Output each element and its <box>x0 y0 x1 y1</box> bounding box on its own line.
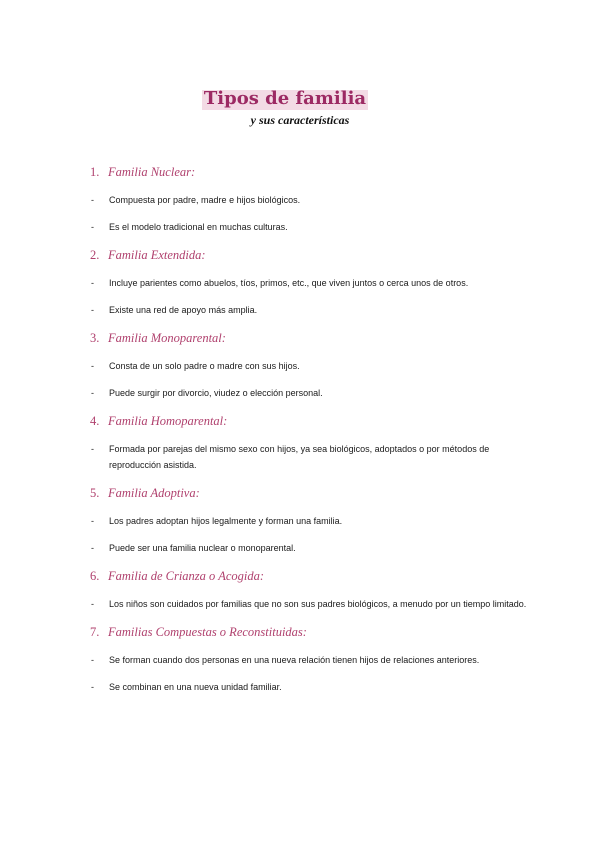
list-item-text: Existe una red de apoyo más amplia. <box>109 305 258 315</box>
section-number: 4. <box>90 414 100 428</box>
list-item <box>90 302 530 318</box>
section <box>90 623 530 695</box>
section-number: 5. <box>90 486 100 500</box>
list-item-text: Puede surgir por divorcio, viudez o elección personal. <box>109 388 323 398</box>
list-item <box>90 385 530 401</box>
section <box>90 412 530 473</box>
dash-bullet-icon: - <box>91 195 94 205</box>
section-number: 3. <box>90 331 100 345</box>
list-item <box>90 540 530 556</box>
list-item-text: Incluye parientes como abuelos, tíos, primos, etc., que viven juntos o cerca unos de otros. <box>109 278 469 288</box>
list-item <box>90 679 530 695</box>
list-item <box>90 513 530 529</box>
section-heading-text: Familia de Crianza o Acogida: <box>108 569 265 583</box>
section-heading <box>90 567 530 585</box>
dash-bullet-icon: - <box>91 655 94 665</box>
section <box>90 567 530 612</box>
dash-bullet-icon: - <box>91 222 94 232</box>
list-item <box>90 219 530 235</box>
list-item <box>90 652 530 668</box>
section <box>90 329 530 401</box>
list-item-text: Compuesta por padre, madre e hijos biológicos. <box>109 195 301 205</box>
section-heading-text: Familia Homoparental: <box>108 414 228 428</box>
list-item-text: Consta de un solo padre o madre con sus hijos. <box>109 361 300 371</box>
list-item-text: Los niños son cuidados por familias que no son sus padres biológicos, a menudo por un tiempo limitado. <box>109 599 527 609</box>
section-number: 2. <box>90 248 100 262</box>
list-item-text: Se combinan en una nueva unidad familiar. <box>109 682 282 692</box>
dash-bullet-icon: - <box>91 388 94 398</box>
list-item-text: Los padres adoptan hijos legalmente y forman una familia. <box>109 516 343 526</box>
list-item-text: Formada por parejas del mismo sexo con hijos, ya sea biológicos, adoptados o por métodos de reproducción asistida. <box>109 444 490 470</box>
section-heading <box>90 623 530 641</box>
list-item <box>90 275 530 291</box>
sections-list <box>90 163 530 706</box>
section-heading-text: Familias Compuestas o Reconstituidas: <box>108 625 307 639</box>
section <box>90 246 530 318</box>
dash-bullet-icon: - <box>91 543 94 553</box>
section-heading-text: Familia Nuclear: <box>108 165 196 179</box>
dash-bullet-icon: - <box>91 305 94 315</box>
section-number: 7. <box>90 625 100 639</box>
list-item <box>90 441 530 473</box>
page-title: Tipos de familia <box>203 88 367 109</box>
section-heading <box>90 412 530 430</box>
list-item <box>90 192 530 208</box>
section-heading <box>90 163 530 181</box>
dash-bullet-icon: - <box>91 599 94 609</box>
dash-bullet-icon: - <box>91 682 94 692</box>
list-item <box>90 358 530 374</box>
section-heading <box>90 484 530 502</box>
list-item-text: Es el modelo tradicional en muchas culturas. <box>109 222 288 232</box>
title-container <box>0 88 600 110</box>
section-number: 1. <box>90 165 100 179</box>
section-heading-text: Familia Extendida: <box>108 248 206 262</box>
page-subtitle: y sus características <box>250 113 350 127</box>
section-number: 6. <box>90 569 100 583</box>
dash-bullet-icon: - <box>91 361 94 371</box>
section-heading <box>90 329 530 347</box>
list-item-text: Se forman cuando dos personas en una nueva relación tienen hijos de relaciones anteriores. <box>109 655 480 665</box>
list-item-text: Puede ser una familia nuclear o monoparental. <box>109 543 296 553</box>
dash-bullet-icon: - <box>91 444 94 454</box>
section <box>90 484 530 556</box>
section-heading-text: Familia Adoptiva: <box>108 486 200 500</box>
section <box>90 163 530 235</box>
section-heading <box>90 246 530 264</box>
dash-bullet-icon: - <box>91 278 94 288</box>
dash-bullet-icon: - <box>91 516 94 526</box>
section-heading-text: Familia Monoparental: <box>108 331 226 345</box>
list-item <box>90 596 530 612</box>
